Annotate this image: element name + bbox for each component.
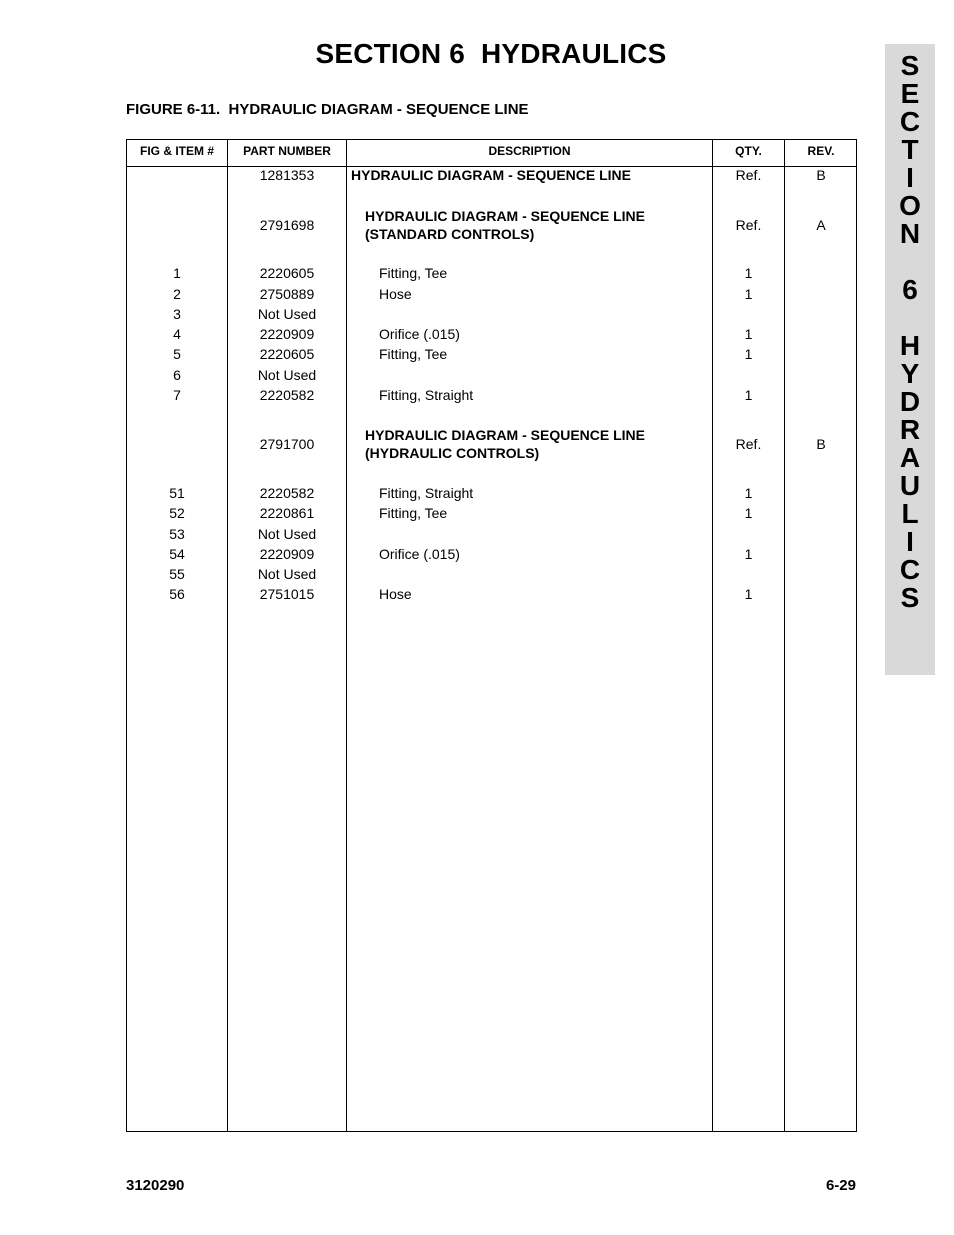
cell-qty: 1	[744, 346, 753, 362]
side-tab-letter: Y	[900, 358, 920, 389]
cell-part-number: 2220605	[259, 265, 315, 281]
cell-part-number: 2751015	[259, 586, 315, 602]
side-tab-letter	[885, 304, 935, 332]
side-tab-letter: T	[901, 134, 919, 165]
side-tab-letters	[885, 52, 935, 612]
cell-qty: 1	[744, 505, 753, 521]
cell-description: Hose	[379, 286, 412, 302]
footer-page-number: 6-29	[825, 1177, 856, 1194]
parts-table	[126, 139, 857, 1132]
cell-part-number: Not Used	[257, 526, 317, 542]
side-tab-letter: L	[901, 498, 919, 529]
cell-item-number: 56	[169, 586, 185, 602]
cell-item-number: 51	[169, 485, 185, 501]
cell-qty: Ref.	[735, 167, 762, 183]
cell-qty: 1	[744, 586, 753, 602]
cell-item-number: 54	[169, 546, 185, 562]
cell-item-number: 1	[173, 265, 181, 281]
section-side-tab	[885, 44, 935, 675]
cell-rev: B	[816, 436, 826, 452]
cell-part-number: 2220861	[259, 505, 315, 521]
header-description: DESCRIPTION	[488, 144, 571, 158]
cell-part-number: 2220909	[259, 326, 315, 342]
cell-part-number: 2750889	[259, 286, 315, 302]
cell-description: Fitting, Tee	[379, 505, 448, 521]
cell-part-number: Not Used	[257, 367, 317, 383]
side-tab-letter: H	[899, 330, 921, 361]
side-tab-letter: C	[899, 554, 921, 585]
side-tab-letter: U	[899, 470, 921, 501]
cell-part-number: 2220582	[259, 485, 315, 501]
cell-description: (STANDARD CONTROLS)	[365, 226, 535, 242]
cell-description: Fitting, Straight	[379, 485, 474, 501]
cell-description: Orifice (.015)	[379, 546, 460, 562]
cell-part-number: 2791700	[259, 436, 315, 452]
side-tab-letter: R	[899, 414, 921, 445]
cell-rev: B	[816, 167, 826, 183]
cell-item-number: 2	[173, 286, 181, 302]
side-tab-letter: S	[900, 582, 920, 613]
header-fig-item: FIG & ITEM #	[139, 144, 214, 158]
header-rev: REV.	[807, 144, 835, 158]
cell-description: Fitting, Tee	[379, 346, 448, 362]
side-tab-letter: C	[899, 106, 921, 137]
cell-part-number: Not Used	[257, 566, 317, 582]
cell-qty: 1	[744, 387, 753, 403]
header-qty: QTY.	[735, 144, 762, 158]
cell-qty: 1	[744, 265, 753, 281]
cell-description: Orifice (.015)	[379, 326, 460, 342]
cell-description: HYDRAULIC DIAGRAM - SEQUENCE LINE	[351, 167, 632, 183]
figure-title: FIGURE 6-11. HYDRAULIC DIAGRAM - SEQUENCE LINE	[126, 101, 529, 118]
cell-qty: 1	[744, 485, 753, 501]
side-tab-letter: I	[906, 526, 914, 557]
footer-doc-number: 3120290	[126, 1177, 185, 1194]
cell-qty: Ref.	[735, 217, 762, 233]
side-tab-letter	[885, 248, 935, 276]
cell-qty: 1	[744, 326, 753, 342]
side-tab-letter: I	[906, 162, 914, 193]
cell-item-number: 5	[173, 346, 181, 362]
cell-qty: 1	[744, 286, 753, 302]
cell-qty: Ref.	[735, 436, 762, 452]
header-part-number: PART NUMBER	[243, 144, 331, 158]
section-title: SECTION 6 HYDRAULICS	[315, 38, 667, 69]
side-tab-letter: N	[899, 218, 921, 249]
cell-part-number: 2791698	[259, 217, 315, 233]
cell-item-number: 7	[173, 387, 181, 403]
cell-part-number: 1281353	[259, 167, 315, 183]
side-tab-letter: S	[900, 50, 920, 81]
cell-item-number: 6	[173, 367, 181, 383]
cell-part-number: 2220582	[259, 387, 315, 403]
side-tab-letter: O	[899, 190, 921, 221]
cell-item-number: 4	[173, 326, 181, 342]
side-tab-letter: 6	[902, 274, 918, 305]
cell-qty: 1	[744, 546, 753, 562]
cell-part-number: Not Used	[257, 306, 317, 322]
cell-rev: A	[816, 217, 826, 233]
cell-description: Hose	[379, 586, 412, 602]
side-tab-letter: A	[899, 442, 921, 473]
cell-description: (HYDRAULIC CONTROLS)	[365, 445, 540, 461]
cell-description: HYDRAULIC DIAGRAM - SEQUENCE LINE	[365, 208, 646, 224]
cell-part-number: 2220909	[259, 546, 315, 562]
side-tab-letter: D	[899, 386, 921, 417]
cell-item-number: 55	[169, 566, 185, 582]
cell-item-number: 53	[169, 526, 185, 542]
cell-description: HYDRAULIC DIAGRAM - SEQUENCE LINE	[365, 427, 646, 443]
cell-item-number: 52	[169, 505, 185, 521]
side-tab-letter: E	[900, 78, 920, 109]
cell-item-number: 3	[173, 306, 181, 322]
cell-description: Fitting, Tee	[379, 265, 448, 281]
cell-description: Fitting, Straight	[379, 387, 474, 403]
cell-part-number: 2220605	[259, 346, 315, 362]
